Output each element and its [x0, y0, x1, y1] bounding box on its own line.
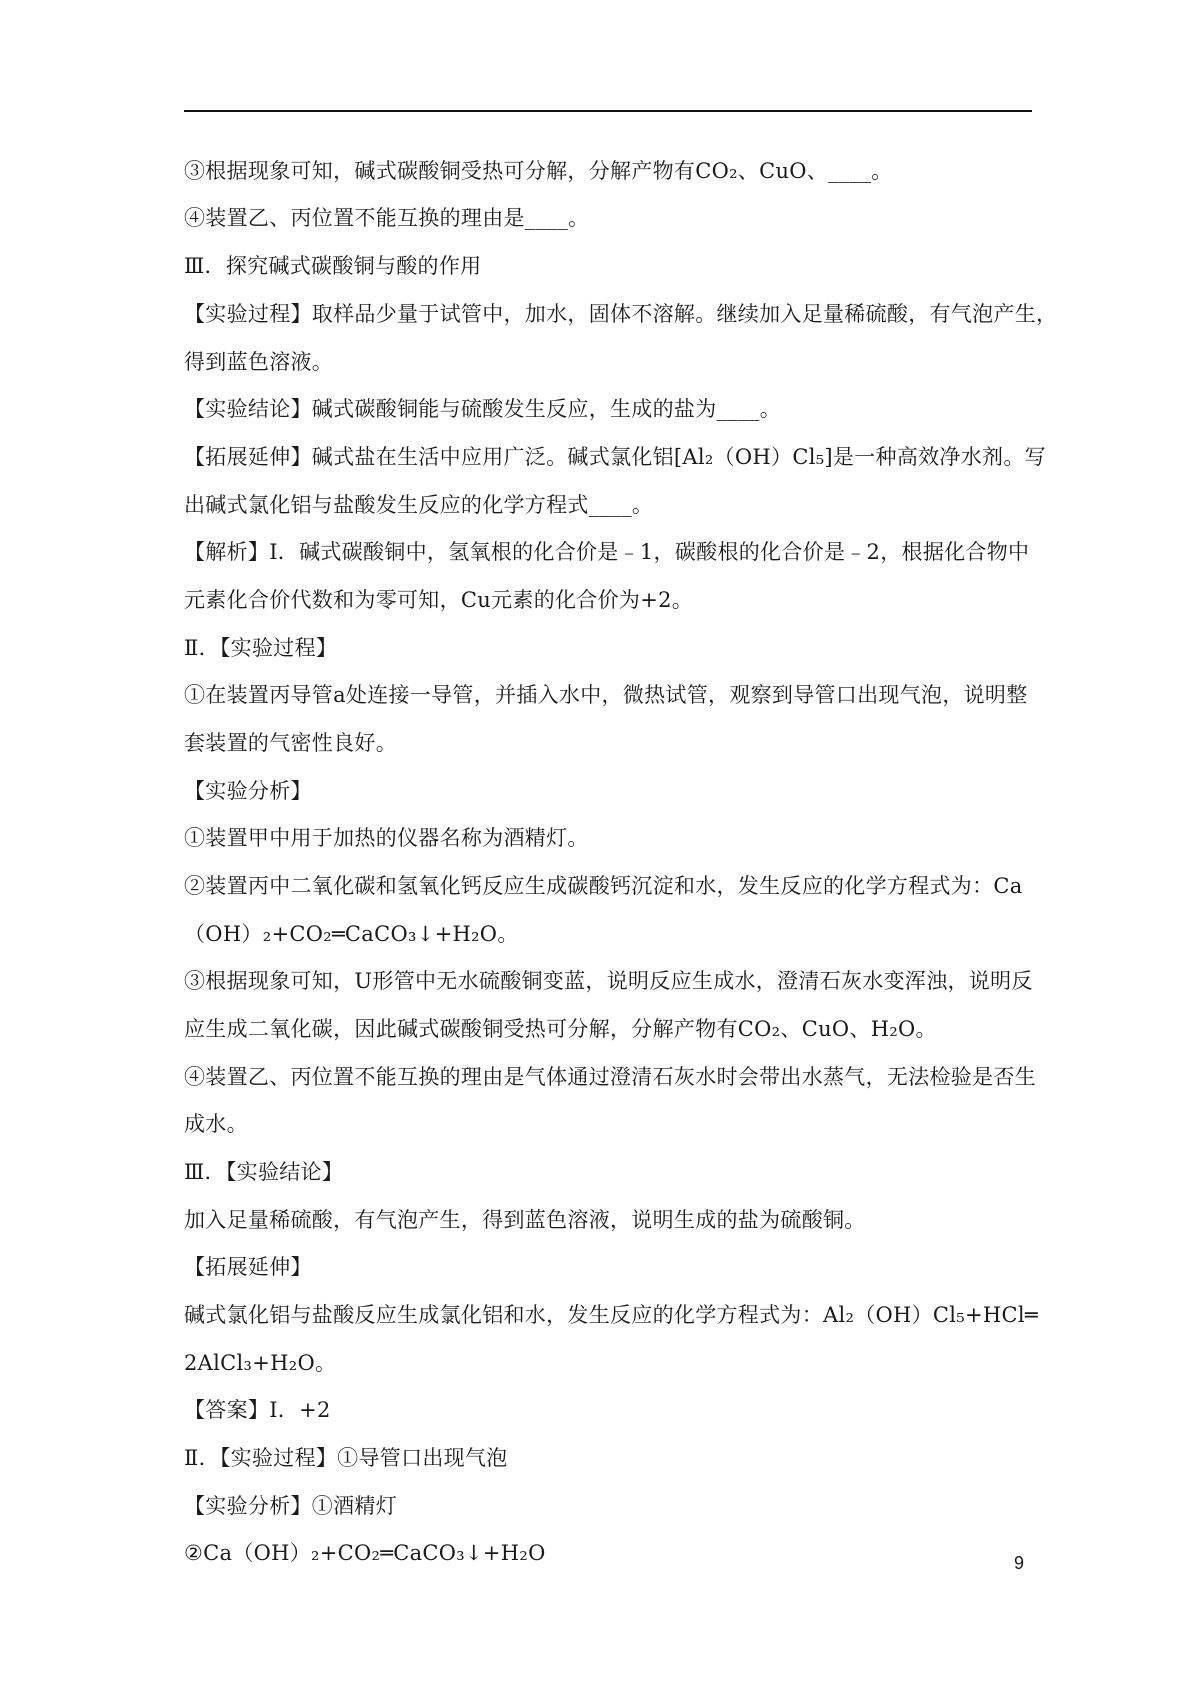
- text-line: ③根据现象可知，碱式碳酸铜受热可分解，分解产物有CO₂、CuO、____。: [184, 159, 893, 183]
- text-line: Ⅲ．探究碱式碳酸铜与酸的作用: [184, 254, 482, 278]
- text-line: Ⅱ．【实验过程】: [184, 636, 338, 660]
- text-line: （OH）₂+CO₂═CaCO₃↓+H₂O。: [184, 922, 519, 946]
- text-line: ③根据现象可知，U形管中无水硫酸铜变蓝，说明反应生成水，澄清石灰水变浑浊，说明反: [184, 969, 1033, 993]
- text-line: 成水。: [184, 1112, 248, 1136]
- text-line: 【实验分析】: [184, 779, 312, 803]
- text-line: Ⅱ．【实验过程】①导管口出现气泡: [184, 1446, 508, 1470]
- text-line: ④装置乙、丙位置不能互换的理由是气体通过澄清石灰水时会带出水蒸气，无法检验是否生: [184, 1065, 1036, 1089]
- text-line: 【解析】Ⅰ．碱式碳酸铜中，氢氧根的化合价是﹣1，碳酸根的化合价是﹣2，根据化合物中: [184, 540, 1030, 564]
- text-line: Ⅲ．【实验结论】: [184, 1160, 344, 1184]
- text-line: 【实验结论】碱式碳酸铜能与硫酸发生反应，生成的盐为____。: [184, 397, 781, 421]
- text-line: 得到蓝色溶液。: [184, 350, 334, 374]
- text-line: ②装置丙中二氧化碳和氢氧化钙反应生成碳酸钙沉淀和水，发生反应的化学方程式为：Ca: [184, 874, 1023, 898]
- text-line: 【实验分析】①酒精灯: [184, 1494, 397, 1518]
- text-line: 碱式氯化铝与盐酸反应生成氯化铝和水，发生反应的化学方程式为：Al₂（OH）Cl₅+HCl═: [184, 1303, 1038, 1327]
- text-line: ②Ca（OH）₂+CO₂═CaCO₃↓+H₂O: [184, 1541, 546, 1565]
- text-line: ①装置甲中用于加热的仪器名称为酒精灯。: [184, 826, 589, 850]
- text-line: 2AlCl₃+H₂O。: [184, 1351, 337, 1375]
- page-number: 9: [1014, 1553, 1025, 1573]
- header-rule: [184, 110, 1032, 112]
- text-line: 应生成二氧化碳，因此碱式碳酸铜受热可分解，分解产物有CO₂、CuO、H₂O。: [184, 1017, 937, 1041]
- text-line: 【拓展延伸】: [184, 1255, 312, 1279]
- text-line: 【答案】Ⅰ．+2: [184, 1398, 331, 1422]
- text-line: 【拓展延伸】碱式盐在生活中应用广泛。碱式氯化铝[Al₂（OH）Cl₅]是一种高效净水剂。写: [184, 445, 1046, 469]
- text-line: ①在装置丙导管a处连接一导管，并插入水中，微热试管，观察到导管口出现气泡，说明整: [184, 683, 1028, 707]
- text-line: 元素化合价代数和为零可知，Cu元素的化合价为+2。: [184, 588, 694, 612]
- text-line: 套装置的气密性良好。: [184, 731, 397, 755]
- text-line: 【实验过程】取样品少量于试管中，加水，固体不溶解。继续加入足量稀硫酸，有气泡产生，: [184, 302, 1058, 326]
- text-line: 出碱式氯化铝与盐酸发生反应的化学方程式____。: [184, 493, 654, 517]
- text-line: 加入足量稀硫酸，有气泡产生，得到蓝色溶液，说明生成的盐为硫酸铜。: [184, 1208, 866, 1232]
- text-line: ④装置乙、丙位置不能互换的理由是____。: [184, 206, 590, 230]
